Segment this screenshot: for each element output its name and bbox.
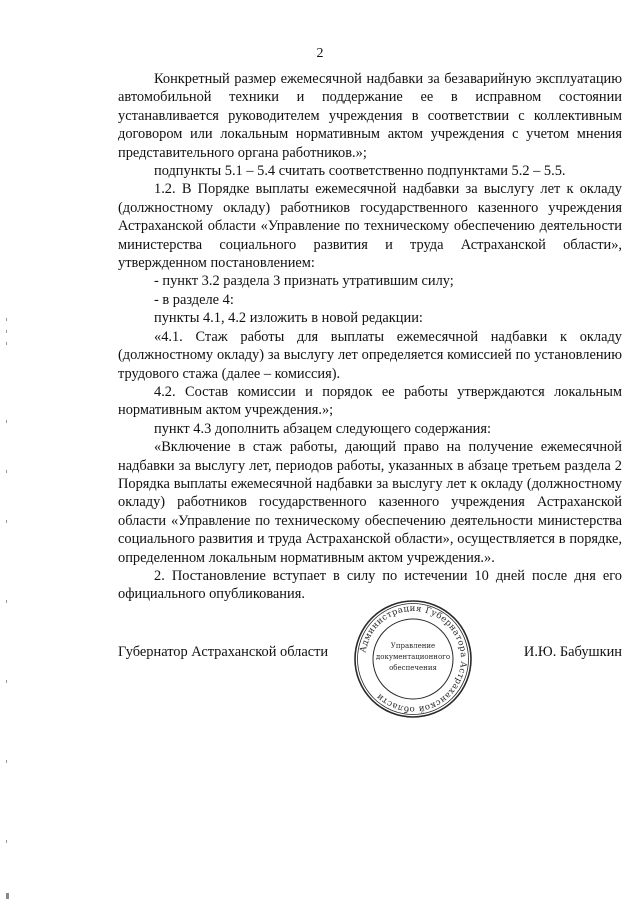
paragraph: 1.2. В Порядке выплаты ежемесячной надбавки за выслугу лет к окладу (должностному окладу) работников государственного казенного учреждения Астраханской области «Управление по техническому обеспечению деятельности министерства социального развития и труда Астраханской области», утвержденном постановлением: (118, 181, 622, 272)
paragraph: - в разделе 4: (154, 291, 234, 308)
paragraph: Конкретный размер ежемесячной надбавки за безаварийную эксплуатацию автомобильной техники и поддержание ее в исправном состоянии устанавливается руководителем учреждения в соответствии с коллективным договором или локальным нормативным актом учреждения с учетом мнения представительного органа работников.»; (118, 71, 622, 161)
paragraph: пункты 4.1, 4.2 изложить в новой редакции: (154, 310, 423, 327)
svg-text:обеспечения: обеспечения (389, 664, 437, 672)
svg-text:Управление: Управление (390, 642, 436, 650)
paragraph: - пункт 3.2 раздела 3 признать утратившим силу; (154, 273, 454, 290)
paragraph: пункт 4.3 дополнить абзацем следующего содержания: (154, 420, 491, 437)
paragraph: «4.1. Стаж работы для выплаты ежемесячной надбавки к окладу (должностному окладу) за выслугу лет определяется комиссией по установлению трудового стажа (далее – комиссия). (118, 328, 622, 382)
signatory-title: Губернатор Астраханской области (118, 644, 329, 660)
paragraph: 2. Постановление вступает в силу по истечении 10 дней после дня его официального опубликования. (118, 567, 622, 603)
signatory-name: И.Ю. Бабушкин (523, 644, 622, 660)
svg-text:Администрация Губернатора Астр: Администрация Губернатора Астраханской области (358, 603, 469, 715)
page-number: 2 (316, 46, 324, 61)
paragraph: подпункты 5.1 – 5.4 считать соответственно подпунктами 5.2 – 5.5. (154, 163, 566, 180)
official-seal (352, 598, 474, 720)
document-body (118, 70, 622, 604)
paragraph: 4.2. Состав комиссии и порядок ее работы утверждаются локальным нормативным актом учреждения.»; (118, 383, 622, 419)
svg-text:документационного: документационного (375, 653, 451, 661)
paragraph: «Включение в стаж работы, дающий право на получение ежемесячной надбавки за выслугу лет, периодов работы, указанных в абзаце третьем раздела 2 Порядка выплаты ежемесячной надбавки за выслугу лет к окладу (должностному окладу) работников государственного казенного учреждения Астраханской области «Управление по техническому обеспечению деятельности министерства социального развития и труда Астраханской области», осуществляется в порядке, определенном локальным нормативным актом учреждения.». (118, 439, 622, 566)
scan-margin-marks (6, 0, 9, 905)
